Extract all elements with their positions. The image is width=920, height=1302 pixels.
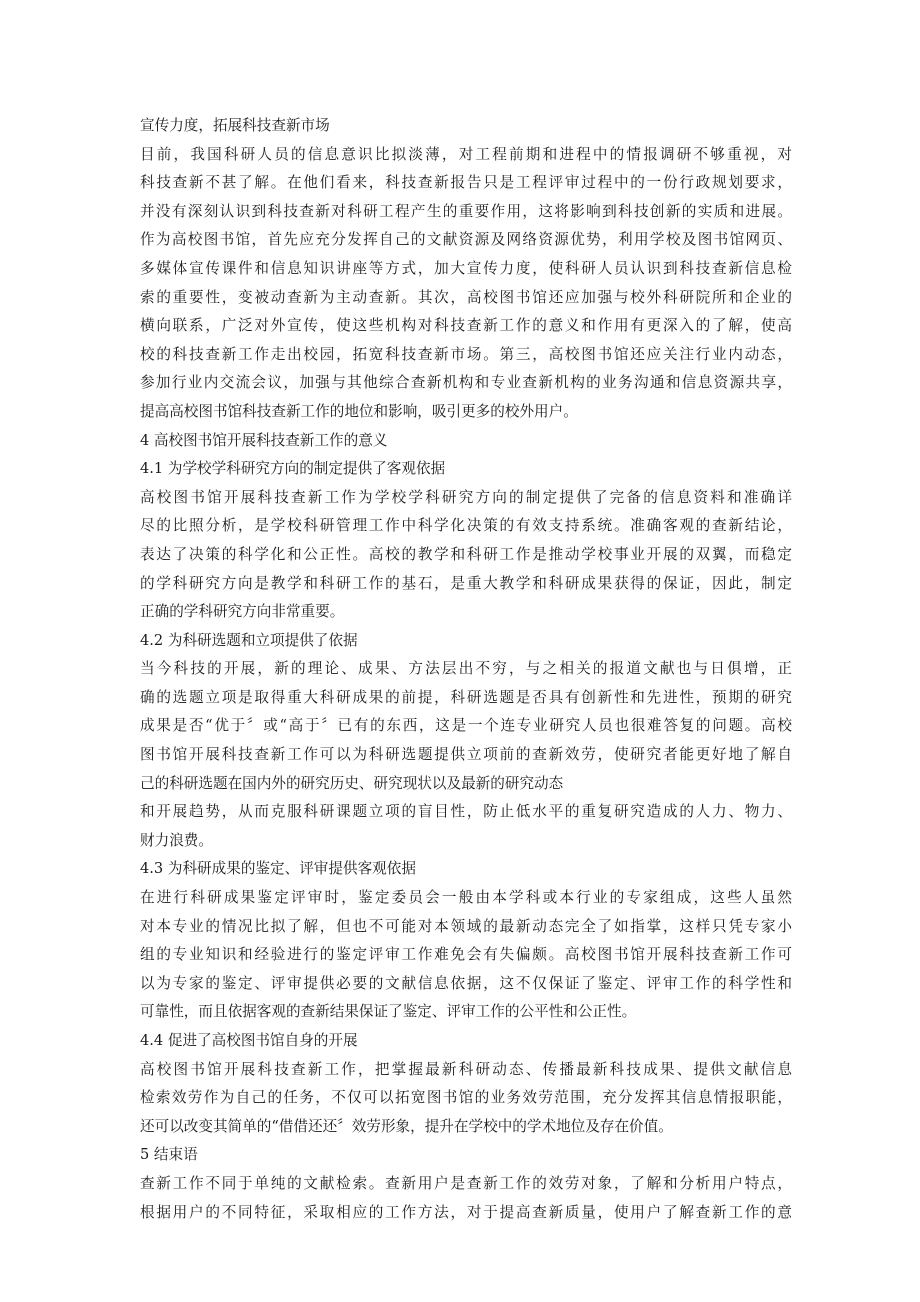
text-line: 作为高校图书馆，首先应充分发挥自己的文献资源及网络资源优势，利用学校及图书馆网页、 <box>140 231 792 249</box>
text-line: 以为专家的鉴定、评审提供必要的文献信息依据，这不仅保证了鉴定、评审工作的科学性和 <box>140 974 792 992</box>
text-line: 成果是否“优于〞或“高于〞已有的东西，这是一个连专业研究人员也很难答复的问题。高校 <box>140 717 792 735</box>
text-line: 查新工作不同于单纯的文献检索。查新用户是查新工作的效劳对象，了解和分析用户特点， <box>140 1174 792 1192</box>
text-line: 索的重要性，变被动查新为主动查新。其次，高校图书馆还应加强与校外科研院所和企业的 <box>140 288 792 306</box>
text-line: 己的科研选题在国内外的研究历史、研究现状以及最新的研究动态 <box>140 774 564 792</box>
text-line: 参加行业内交流会议，加强与其他综合查新机构和专业查新机构的业务沟通和信息资源共享， <box>140 374 792 392</box>
text-line: 高校图书馆开展科技查新工作为学校学科研究方向的制定提供了完备的信息资料和准确详 <box>140 488 792 506</box>
text-line: 对本专业的情况比拟了解，但也不可能对本领域的最新动态完全了如指掌，这样只凭专家小 <box>140 917 792 935</box>
text-line: 组的专业知识和经验进行的鉴定评审工作难免会有失偏颇。高校图书馆开展科技查新工作可 <box>140 946 792 964</box>
text-line: 财力浪费。 <box>140 831 213 849</box>
text-line: 高校图书馆开展科技查新工作，把掌握最新科研动态、传播最新科技成果、提供文献信息 <box>140 1060 792 1078</box>
document-body <box>140 112 792 1227</box>
text-line: 宣传力度，拓展科技查新市场 <box>140 117 330 134</box>
subsection-heading: 4.4 促进了高校图书馆自身的开展 <box>140 1032 358 1049</box>
text-line: 表达了决策的科学化和公正性。高校的教学和科研工作是推动学校事业开展的双翼，而稳定 <box>140 545 792 563</box>
text-line: 在进行科研成果鉴定评审时，鉴定委员会一般由本学科或本行业的专家组成，这些人虽然 <box>140 889 792 907</box>
text-line: 图书馆开展科技查新工作可以为科研选题提供立项前的查新效劳，使研究者能更好地了解自 <box>140 746 792 764</box>
text-line: 提高高校图书馆科技查新工作的地位和影响，吸引更多的校外用户。 <box>140 402 578 420</box>
subsection-heading: 4.3 为科研成果的鉴定、评审提供客观依据 <box>140 860 416 878</box>
text-line: 根据用户的不同特征，采取相应的工作方法，对于提高查新质量，使用户了解查新工作的意 <box>140 1203 792 1221</box>
text-line: 当今科技的开展，新的理论、成果、方法层出不穷，与之相关的报道文献也与日俱增，正 <box>140 660 792 678</box>
text-line: 多媒体宣传课件和信息知识讲座等方式，加大宣传力度，使科研人员认识到科技查新信息检 <box>140 259 792 277</box>
text-line: 目前，我国科研人员的信息意识比拟淡薄，对工程前期和进程中的情报调研不够重视，对 <box>140 145 792 163</box>
text-line: 确的选题立项是取得重大科研成果的前提，科研选题是否具有创新性和先进性，预期的研究 <box>140 688 792 706</box>
text-line: 检索效劳作为自己的任务，不仅可以拓宽图书馆的业务效劳范围，充分发挥其信息情报职能， <box>140 1089 792 1107</box>
text-line: 和开展趋势，从而克服科研课题立项的盲目性，防止低水平的重复研究造成的人力、物力、 <box>140 803 792 821</box>
text-line: 科技查新不甚了解。在他们看来，科技查新报告只是工程评审过程中的一份行政规划要求， <box>140 174 792 192</box>
text-line: 正确的学科研究方向非常重要。 <box>140 603 345 621</box>
subsection-heading: 4.2 为科研选题和立项提供了依据 <box>140 631 358 649</box>
text-line: 还可以改变其简单的“借借还还〞效劳形象，提升在学校中的学术地位及存在价值。 <box>140 1117 673 1135</box>
section-heading: 5 结束语 <box>140 1146 198 1164</box>
text-line: 并没有深刻认识到科技查新对科研工程产生的重要作用，这将影响到科技创新的实质和进展。 <box>140 202 792 220</box>
text-line: 横向联系，广泛对外宣传，使这些机构对科技查新工作的意义和作用有更深入的了解，使高 <box>140 317 792 335</box>
subsection-heading: 4.1 为学校学科研究方向的制定提供了客观依据 <box>140 460 446 478</box>
section-heading: 4 高校图书馆开展科技查新工作的意义 <box>140 431 388 449</box>
text-line: 尽的比照分析，是学校科研管理工作中科学化决策的有效支持系统。准确客观的查新结论， <box>140 517 792 535</box>
text-line: 校的科技查新工作走出校园，拓宽科技查新市场。第三，高校图书馆还应关注行业内动态， <box>140 345 792 363</box>
text-line: 的学科研究方向是教学和科研工作的基石，是重大教学和科研成果获得的保证，因此，制定 <box>140 574 792 592</box>
text-line: 可靠性，而且依据客观的查新结果保证了鉴定、评审工作的公平性和公正性。 <box>140 1003 637 1021</box>
